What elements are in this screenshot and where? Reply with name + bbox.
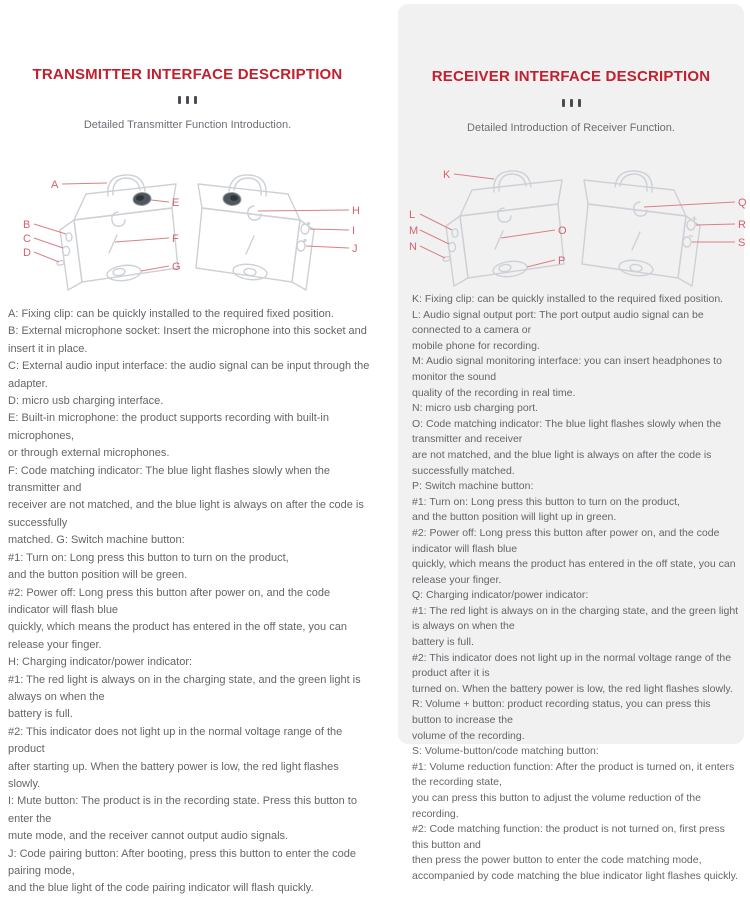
description-line: N: micro usb charging port. <box>412 402 539 415</box>
description-line: Q: Charging indicator/power indicator: <box>412 589 589 602</box>
receiver-diagram-right-view <box>576 156 748 296</box>
description-line: after starting up. When the battery power is low, the red light flashes slowly. <box>8 760 339 790</box>
description-line: you can press this button to adjust the volume reduction of the recording. <box>412 792 701 820</box>
description-line: are not matched, and the blue light is always on after the code is successfully matched. <box>412 448 712 477</box>
device-front-face <box>582 204 686 278</box>
description-line: quickly, which means the product has entered in the off state, you can release your finger. <box>412 558 736 586</box>
description-line: receiver are not matched, and the blue light is always on after the code is successfully <box>8 499 364 529</box>
label-q: Q <box>738 197 747 209</box>
description-line: L: Audio signal output port: The port output audio signal can be connected to a camera or <box>412 308 704 337</box>
description-line: #1: The red light is always on in the charging state, and the green light is always on when the <box>412 604 739 633</box>
transmitter-subtitle: Detailed Transmitter Function Introduction. <box>83 119 292 131</box>
description-line: matched. G: Switch machine button: <box>8 534 185 547</box>
clip-hook-icon <box>248 206 261 220</box>
device-top-face <box>198 184 300 220</box>
description-line: #1: Turn on: Long press this button to turn on the product, <box>8 551 289 564</box>
label-i: I <box>352 225 356 237</box>
receiver-diagram-left-view <box>398 156 570 296</box>
description-line: R: Volume + button: product recording status, you can press this button to increase the <box>412 698 711 727</box>
diagram-letters <box>23 179 181 273</box>
description-line: volume of the recording. <box>412 729 525 742</box>
label-s: S <box>738 237 746 249</box>
audio-output-port-icon <box>452 229 458 237</box>
transmitter-diagram-left-view <box>12 160 184 300</box>
code-indicator-icon <box>246 236 254 254</box>
code-indicator-icon <box>109 235 117 253</box>
label-k: K <box>443 169 451 181</box>
description-line: H: Charging indicator/power indicator: <box>8 656 193 669</box>
description-line: K: Fixing clip: can be quickly installed to the required fixed position. <box>412 293 724 305</box>
description-line: J: Code pairing button: After booting, press this button to enter the code pairing mode, <box>8 847 356 877</box>
description-line: accompanied by code matching the blue indicator light flashes quickly. <box>412 869 739 882</box>
description-line: battery is full. <box>8 708 73 721</box>
description-line: #2: Code matching function: the product is not turned on, first press this button and <box>412 823 725 851</box>
pairing-button-icon <box>297 241 305 251</box>
description-line: and the blue light of the code pairing indicator will flash quickly. <box>8 882 314 895</box>
description-line: #1: The red light is always on in the charging state, and the green light is always on when the <box>8 673 361 703</box>
description-line: F: Code matching indicator: The blue light flashes slowly when the transmitter and <box>8 464 331 495</box>
description-line: #1: Volume reduction function: After the product is turned on, it enters the recording state, <box>412 760 735 789</box>
volume-down-button-icon <box>683 237 691 247</box>
receiver-subtitle: Detailed Introduction of Receiver Function. <box>467 122 675 134</box>
diagram-letters <box>352 205 360 255</box>
description-line: and the button position will light up in green. <box>412 511 617 524</box>
device-front-face <box>196 208 300 282</box>
device-right-face <box>292 220 314 290</box>
description-line: P: Switch machine button: <box>412 480 534 493</box>
description-line: A: Fixing clip: can be quickly installed to the required fixed position. <box>8 308 334 320</box>
label-b: B <box>23 219 31 231</box>
diagram-letters <box>738 197 747 249</box>
description-line: #2: This indicator does not light up in the normal voltage range of the product after it is <box>412 651 732 680</box>
description-line: B: External microphone socket: Insert the microphone into this socket and insert it in place. <box>8 325 367 355</box>
device-front-face <box>460 204 564 278</box>
label-o: O <box>558 225 567 237</box>
device-front-face <box>74 208 178 282</box>
divider-bars <box>0 96 375 104</box>
label-h: H <box>352 205 360 217</box>
description-line: C: External audio input interface: the audio signal can be input through the adapter. <box>8 360 370 390</box>
description-line: #2: This indicator does not light up in the normal voltage range of the product <box>8 725 343 756</box>
description-line: or through external microphones. <box>8 447 170 460</box>
label-l: L <box>409 209 416 221</box>
description-line: D: micro usb charging interface. <box>8 395 164 408</box>
device-top-face <box>460 180 562 216</box>
description-line: S: Volume-button/code matching button: <box>412 745 599 758</box>
label-p: P <box>558 255 566 267</box>
device-top-face <box>74 184 176 220</box>
label-g: G <box>172 261 181 273</box>
device-right-face <box>678 216 700 286</box>
label-n: N <box>409 241 417 253</box>
description-line: quickly, which means the product has entered in the off state, you can release your finger. <box>8 621 347 651</box>
label-c: C <box>23 233 31 245</box>
mute-button-icon <box>301 224 309 234</box>
code-indicator-icon <box>632 232 640 250</box>
transmitter-diagram-right-view <box>190 160 362 300</box>
description-line: O: Code matching indicator: The blue light flashes slowly when the transmitter and receiver <box>412 417 722 446</box>
label-j: J <box>352 243 358 255</box>
receiver-description <box>412 292 742 885</box>
divider-bars <box>398 99 744 107</box>
transmitter-description <box>8 306 372 898</box>
description-line: mute mode, and the receiver cannot output audio signals. <box>8 830 289 843</box>
label-f: F <box>172 233 179 245</box>
device-top-face <box>584 180 686 216</box>
description-line: battery is full. <box>412 636 474 649</box>
external-mic-socket-icon <box>66 233 72 241</box>
receiver-title: RECEIVER INTERFACE DESCRIPTION <box>431 68 711 85</box>
label-r: R <box>738 219 746 231</box>
description-line: then press the power button to enter the code matching mode, <box>412 854 702 867</box>
label-e: E <box>172 197 180 209</box>
description-line: I: Mute button: The product is in the recording state. Press this button to enter the <box>8 795 357 825</box>
description-line: #2: Power off: Long press this button after power on, and the code indicator will flash blue <box>412 526 720 555</box>
description-line: and the button position will be green. <box>8 569 188 582</box>
clip-hook-icon <box>634 202 647 216</box>
description-line: quality of the recording in real time. <box>412 386 576 399</box>
description-line: M: Audio signal monitoring interface: you can insert headphones to monitor the sound <box>412 355 722 383</box>
description-line: turned on. When the battery power is low, the red light flashes slowly. <box>412 682 733 695</box>
description-line: E: Built-in microphone: the product supports recording with built-in microphones, <box>8 412 329 442</box>
power-button-icon <box>232 262 268 281</box>
label-a: A <box>51 179 59 191</box>
transmitter-title: TRANSMITTER INTERFACE DESCRIPTION <box>32 66 343 83</box>
description-line: mobile phone for recording. <box>412 339 540 352</box>
label-m: M <box>409 225 419 237</box>
label-d: D <box>23 247 31 259</box>
volume-up-button-icon <box>687 220 695 230</box>
power-button-icon <box>618 258 654 277</box>
code-indicator-icon <box>495 231 503 249</box>
description-line: #2: Power off: Long press this button after power on, and the code indicator will flash blue <box>8 586 331 616</box>
description-line: #1: Turn on: Long press this button to turn on the product, <box>412 495 680 508</box>
